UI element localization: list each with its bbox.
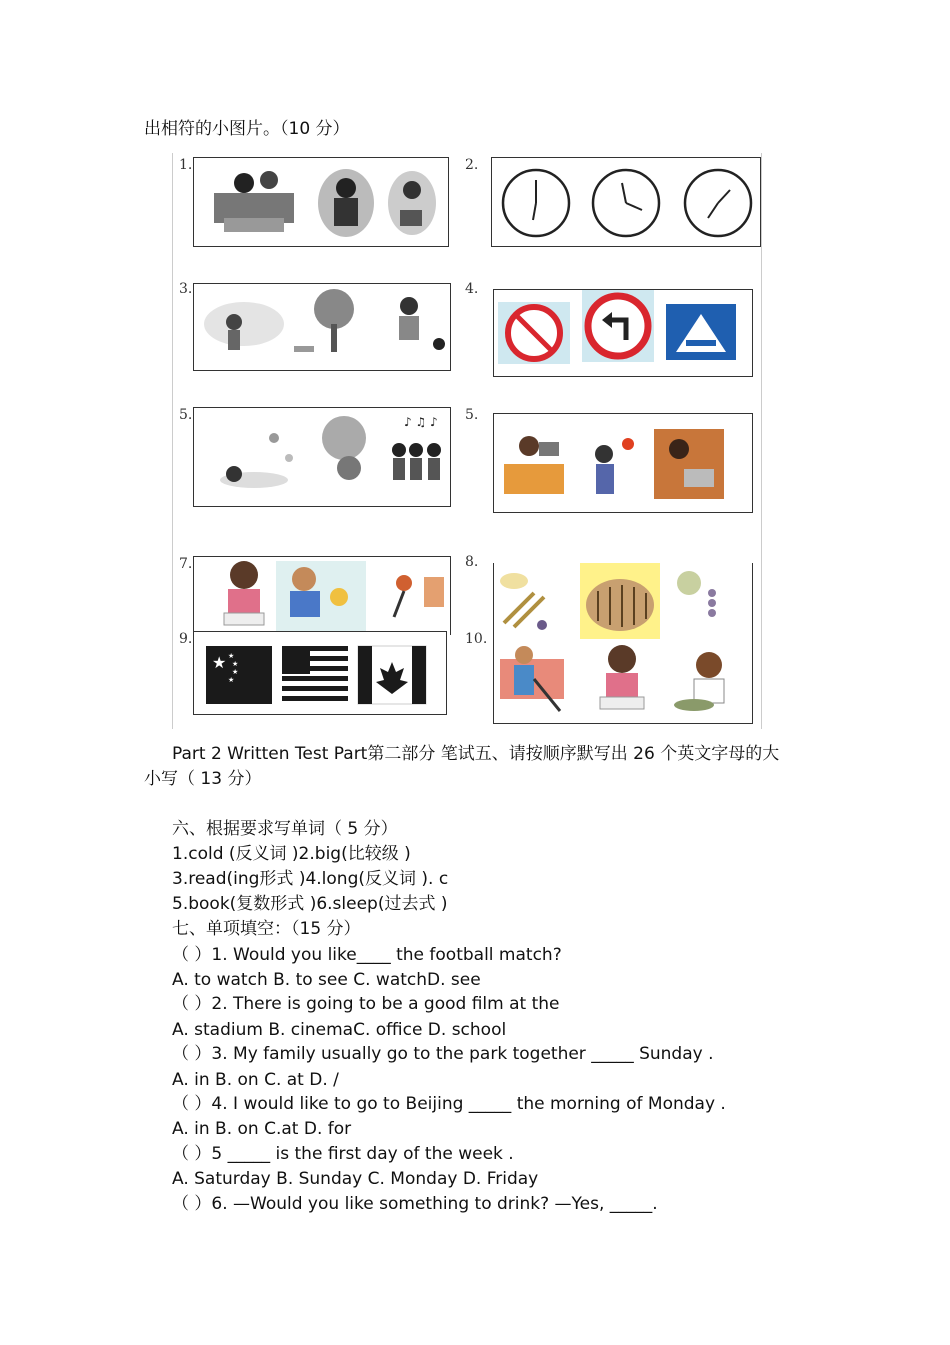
svg-text:★: ★ bbox=[232, 660, 239, 668]
svg-text:★: ★ bbox=[232, 668, 239, 676]
section7-title: 七、单项填空：（15 分） bbox=[172, 919, 361, 939]
clock-icon bbox=[492, 158, 760, 246]
panel-9-flags bbox=[193, 631, 447, 715]
part2-line-2: 小写（ 13 分） bbox=[144, 769, 262, 789]
panel-number-4: 4. bbox=[465, 281, 479, 297]
panel-number-8: 8. bbox=[465, 554, 479, 570]
panel-10-chores bbox=[493, 639, 753, 724]
options-2: A. stadium B. cinemaC. office D. school bbox=[172, 1020, 507, 1040]
header-line: 出相符的小图片。（10 分） bbox=[144, 119, 350, 139]
panel-3-planting bbox=[193, 283, 451, 371]
question-1: （ ）1. Would you like____ the football match? bbox=[172, 945, 562, 965]
question-5: （ ）5 _____ is the first day of the week . bbox=[172, 1144, 514, 1164]
part2-line-1: Part 2 Written Test Part第二部分 笔试五、请按顺序默写出 26 个英文字母的大 bbox=[172, 744, 780, 764]
panel-5-nature-play bbox=[193, 407, 451, 507]
panel-number-3: 3. bbox=[179, 281, 193, 297]
svg-text:♪ ♫ ♪: ♪ ♫ ♪ bbox=[404, 415, 438, 429]
options-4: A. in B. on C.at D. for bbox=[172, 1119, 352, 1139]
panel-5b-occupations bbox=[493, 413, 753, 513]
section6-item-1: 1.cold (反义词 )2.big(比较级 ) bbox=[172, 844, 411, 864]
chores-icon bbox=[494, 639, 752, 723]
svg-text:★: ★ bbox=[228, 676, 235, 684]
panel-8-food bbox=[493, 563, 753, 639]
food-icon bbox=[494, 563, 752, 639]
flag-icon bbox=[194, 632, 446, 714]
options-1: A. to watch B. to see C. watchD. see bbox=[172, 970, 481, 990]
section6-item-3: 5.book(复数形式 )6.sleep(过去式 ) bbox=[172, 894, 448, 914]
svg-text:★: ★ bbox=[228, 652, 235, 660]
panel-number-9: 9. bbox=[179, 631, 193, 647]
panel-number-5a: 5. bbox=[179, 407, 193, 423]
question-4: （ ）4. I would like to go to Beijing _____ the morning of Monday . bbox=[172, 1094, 726, 1114]
section6-item-2: 3.read(ing形式 )4.long(反义词 ). c bbox=[172, 869, 449, 889]
traffic-sign-icon bbox=[494, 290, 752, 376]
svg-text:★: ★ bbox=[212, 653, 227, 672]
panel-1-people-scene bbox=[193, 157, 449, 247]
question-6: （ ）6. —Would you like something to drink? —Yes, _____. bbox=[172, 1194, 658, 1214]
occupation-icon bbox=[494, 414, 752, 512]
question-3: （ ）3. My family usually go to the park together _____ Sunday . bbox=[172, 1044, 714, 1064]
panel-number-2: 2. bbox=[465, 157, 479, 173]
panel-7-kids-activities bbox=[193, 556, 451, 635]
panel-number-10: 10. bbox=[465, 631, 488, 647]
options-5: A. Saturday B. Sunday C. Monday D. Friday bbox=[172, 1169, 539, 1189]
plant-tree-icon bbox=[194, 284, 450, 370]
panel-number-1: 1. bbox=[179, 157, 193, 173]
nature-play-icon bbox=[194, 408, 450, 506]
options-3: A. in B. on C. at D. / bbox=[172, 1070, 339, 1090]
panel-4-traffic-signs bbox=[493, 289, 753, 377]
picture-matching-figure bbox=[172, 153, 762, 729]
panel-number-5b: 5. bbox=[465, 407, 479, 423]
question-2: （ ）2. There is going to be a good film at the bbox=[172, 994, 560, 1014]
panel-2-clocks bbox=[491, 157, 761, 247]
section6-title: 六、根据要求写单词（ 5 分） bbox=[172, 819, 398, 839]
panel-number-7: 7. bbox=[179, 556, 193, 572]
people-scene-icon bbox=[194, 158, 448, 246]
kids-activity-icon bbox=[194, 557, 450, 635]
